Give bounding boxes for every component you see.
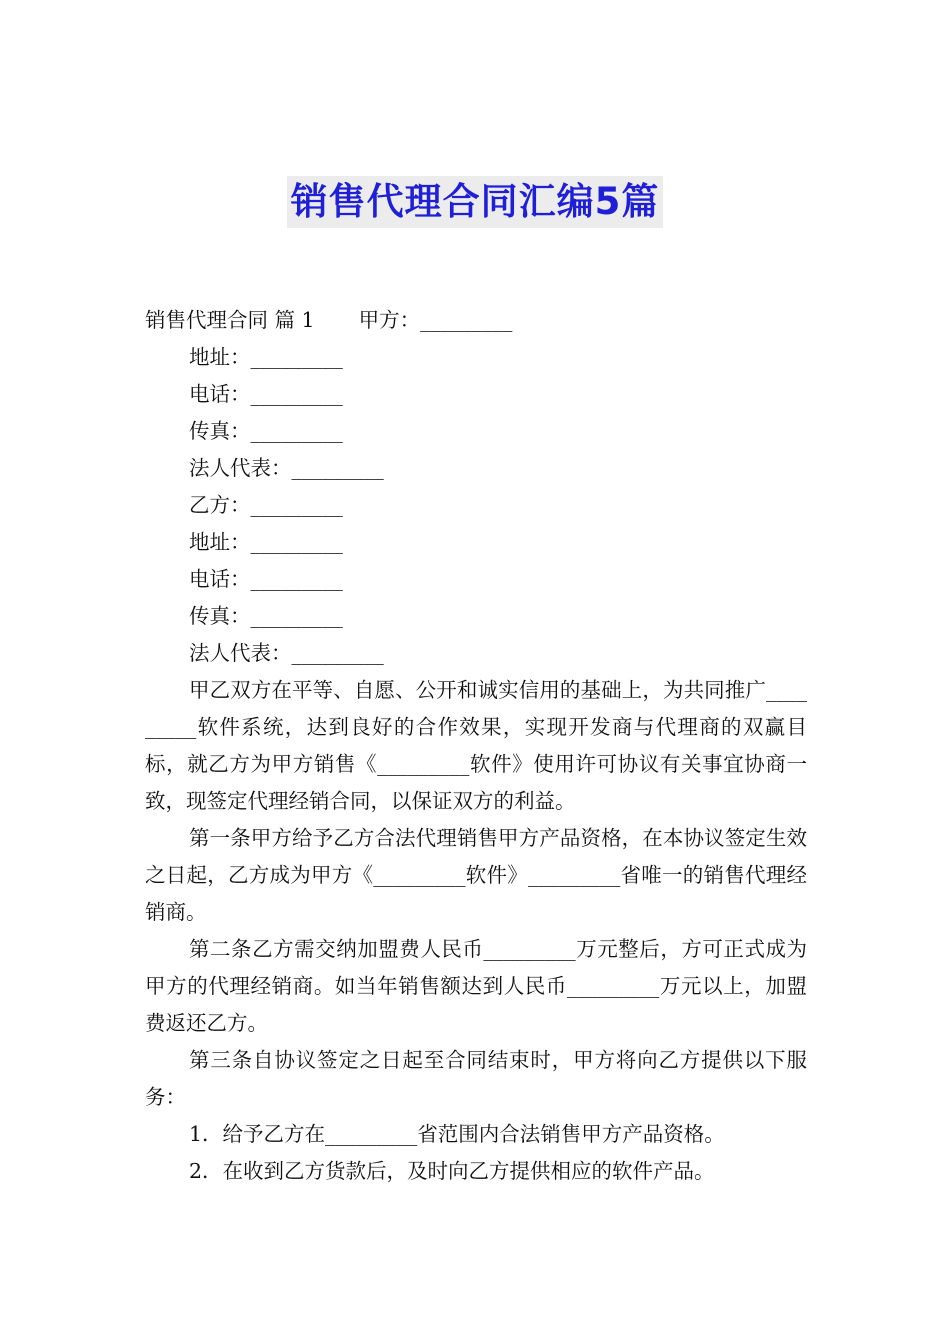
party-b-fax: 传真：_________ [189,604,343,628]
service-list-item-2: 2．在收到乙方货款后，及时向乙方提供相应的软件产品。 [189,1159,715,1183]
article-3-paragraph: 第三条自协议签定之日起至合同结束时，甲方将向乙方提供以下服务： [145,1048,807,1109]
intro-paragraph: 甲乙双方在平等、自愿、公开和诚实信用的基础上，为共同推广_________软件系统，达到良好的合作效果，实现开发商与代理商的双赢目标，就乙方为甲方销售《_________软件》使用许可协议有关事宜协商一致，现签定代理经销合同，以保证双方的利益。 [145,678,807,813]
document-title: 销售代理合同汇编5篇 [287,176,664,228]
service-list-item-1: 1．给予乙方在_________省范围内合法销售甲方产品资格。 [189,1122,725,1146]
party-b-legal-rep: 法人代表：_________ [189,641,384,665]
party-b-phone: 电话：_________ [189,567,343,591]
article-2-paragraph: 第二条乙方需交纳加盟费人民币_________万元整后，方可正式成为甲方的代理经销商。如当年销售额达到人民币_________万元以上，加盟费返还乙方。 [145,937,807,1035]
party-a-address: 地址：_________ [189,345,343,369]
party-a-fax: 传真：_________ [189,419,343,443]
party-b-address: 地址：_________ [189,530,343,554]
party-a-field: 甲方：_________ [358,308,513,332]
title-container [0,176,950,228]
party-a-legal-rep: 法人代表：_________ [189,456,384,480]
section-label: 销售代理合同 篇 1 [145,308,315,332]
party-a-phone: 电话：_________ [189,382,343,406]
party-b-field: 乙方：_________ [189,493,343,517]
article-1-paragraph: 第一条甲方给予乙方合法代理销售甲方产品资格，在本协议签定生效之日起，乙方成为甲方《_________软件》_________省唯一的销售代理经销商。 [145,826,807,924]
document-body [145,302,807,1190]
header-line [145,302,807,339]
